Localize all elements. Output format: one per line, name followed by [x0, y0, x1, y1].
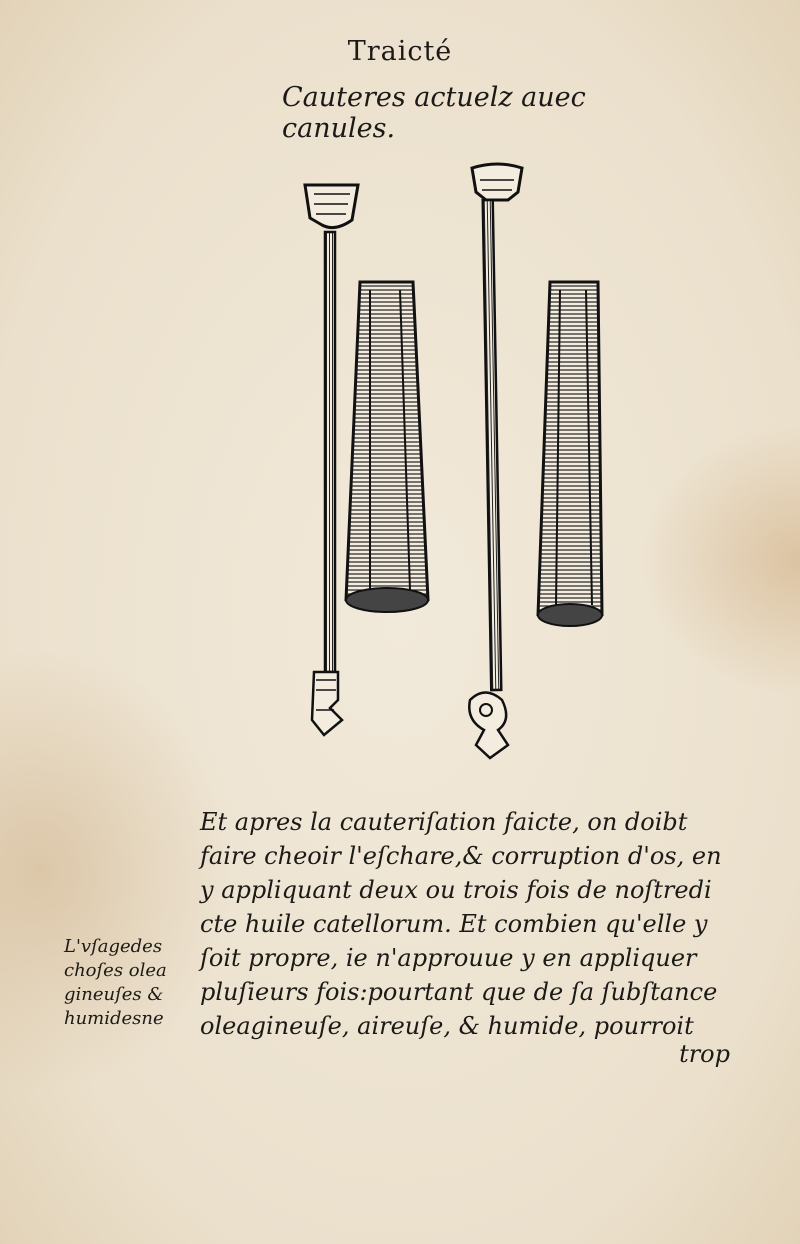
figure-caption: Cauteres actuelz auec canules.	[282, 82, 586, 144]
text-line: oleagineuſe, aireuſe, & humide, pourroit	[200, 1012, 694, 1040]
cautery-left-icon	[305, 185, 358, 735]
text-line: pluſieurs fois:pourtant que de ſa ſubſtance	[200, 978, 718, 1006]
text-line: Et apres la cauteriſation faicte, on doibt	[200, 808, 688, 836]
running-head: Traicté	[347, 36, 453, 67]
woodcut-illustration	[280, 160, 620, 760]
cannula-left-icon	[346, 282, 428, 612]
margin-note-line: gineuſes &	[64, 984, 164, 1005]
margin-note	[64, 935, 196, 1031]
body-paragraph	[200, 805, 730, 1043]
margin-note-line: choſes olea	[64, 960, 167, 981]
margin-note-line: L'vſagedes	[64, 936, 163, 957]
text-line: faire cheoir l'eſchare,& corruption d'os, en	[200, 842, 722, 870]
text-line: cte huile catellorum. Et combien qu'elle y	[200, 910, 708, 938]
cautery-right-icon	[469, 164, 522, 758]
text-line: y appliquant deux ou trois fois de noſtredi	[200, 876, 712, 904]
catchword: trop	[679, 1040, 730, 1068]
cannula-right-icon	[538, 282, 602, 626]
text-line: ſoit propre, ie n'approuue y en appliquer	[200, 944, 697, 972]
margin-note-line: humidesne	[64, 1008, 164, 1029]
